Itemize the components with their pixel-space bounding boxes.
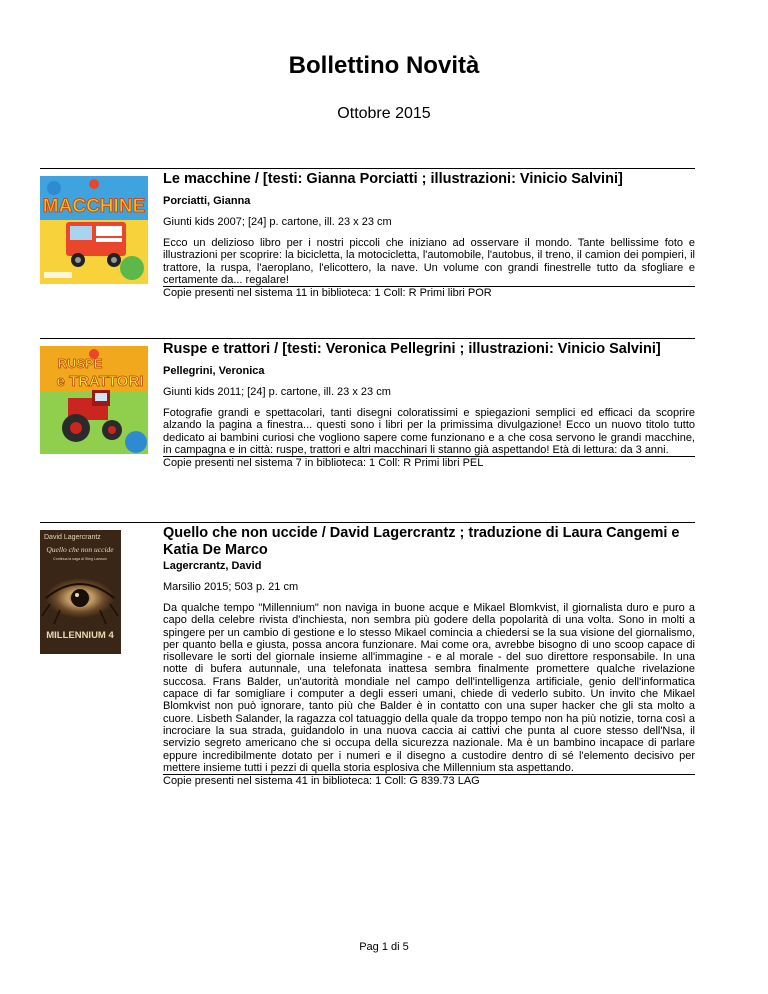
cover-tagline-text: Continua la saga di Stieg Larsson bbox=[53, 557, 107, 561]
book-author: Porciatti, Gianna bbox=[163, 195, 251, 207]
page-number: Pag 1 di 5 bbox=[359, 941, 409, 953]
entry-divider bbox=[40, 168, 695, 169]
page-subtitle: Ottobre 2015 bbox=[337, 105, 431, 122]
book-cover-image bbox=[40, 176, 148, 284]
book-description: Ecco un delizioso libro per i nostri piccoli che iniziano ad osservare il mondo. Tante bellissime foto e illustrazioni per scoprire: la bicicletta, la motocicletta, l'automobile, l'autobus, il treno, il camion dei pompieri, il trattore, la ruspa, l'aeroplano, l'elicottero, la nave. Un volume con grandi finestrelle tutto da sfogliare e certamente da... regalare! bbox=[163, 237, 695, 286]
entry-divider bbox=[40, 338, 695, 339]
book-title: Quello che non uccide / David Lagercrantz ; traduzione di Laura Cangemi e Katia De Marco bbox=[163, 525, 680, 558]
book-title: Le macchine / [testi: Gianna Porciatti ; illustrazioni: Vinicio Salvini] bbox=[163, 171, 623, 187]
book-publication: Marsilio 2015; 503 p. 21 cm bbox=[163, 581, 299, 593]
cover-title-text: Quello che non uccide bbox=[46, 545, 114, 554]
page-title: Bollettino Novità bbox=[288, 52, 480, 79]
book-entry-2 bbox=[40, 338, 695, 488]
cover-title-text: MACCHINE bbox=[42, 196, 146, 217]
book-title: Ruspe e trattori / [testi: Veronica Pellegrini ; illustrazioni: Vinicio Salvini] bbox=[163, 341, 661, 357]
book-entry-3 bbox=[40, 522, 695, 822]
svg-text:e TRATTORI: e TRATTORI bbox=[56, 373, 144, 390]
book-cover-image bbox=[40, 346, 148, 454]
book-publication: Giunti kids 2011; [24] p. cartone, ill. 23 x 23 cm bbox=[163, 386, 391, 398]
book-entry-1 bbox=[40, 168, 695, 300]
cover-series-text: MILLENNIUM 4 bbox=[46, 630, 114, 641]
book-cover-image bbox=[40, 530, 121, 654]
book-author: Pellegrini, Veronica bbox=[163, 365, 265, 377]
book-description: Da qualche tempo "Millennium" non naviga in buone acque e Mikael Blomkvist, il giornalista duro e puro a capo della celebre rivista d'inchiesta, non sembra più godere della popolarità di una volta. Sono in molti a spingere per un cambio di gestione e lo stesso Mikael comincia a chiedersi se la sua visione del giornalismo, per quanto bella e giusta, possa ancora funzionare. Mai come ora, avrebbe bisogno di uno scoop capace di risollevare le sorti del giornale insieme all'immagine - e al morale - del suo direttore responsabile. In una notte di bufera autunnale, una telefonata inattesa sembra finalmente promettere qualche rivelazione succosa. Frans Balder, un'autorità mondiale nel campo dell'intelligenza artificiale, genio dell'informatica capace di far somigliare i computer a degli esseri umani, chiede di vederlo subito. Un invito che Mikael Blomkvist non può ignorare, tanto più che Balder è in contatto con una super hacker che gli sta molto a cuore. Lisbeth Salander, la ragazza col tatuaggio della quale da troppo tempo non ha più notizie, torna così a incrociare la sua strada, guidandolo in una nuova caccia ai cattivi che punta al cuore stesso dell'Nsa, il servizio segreto americano che si occupa della sicurezza nazionale. Ma è un bambino incapace di parlare eppure incredibilmente dotato per i numeri e il disegno a custodire dentro di sé l'elemento decisivo per mettere insieme tutti i pezzi di quella storia esplosiva che Millennium sta aspettando. bbox=[163, 602, 695, 774]
book-author: Lagercrantz, David bbox=[163, 560, 262, 572]
entry-divider bbox=[40, 522, 695, 523]
book-description: Fotografie grandi e spettacolari, tanti disegni coloratissimi e spiegazioni semplici ed efficaci da scoprire alzando la pagina a finestra... questi sono i libri per la primissima divulgazione! Ecco un nuovo titolo tutto dedicato ai bambini curiosi che vogliono sapere come funzionano e a che cosa servono le grandi macchine, in campagna e in città: ruspe, trattori e altri macchinari li stanno già aspettando! Età di lettura: da 3 anni. bbox=[163, 407, 695, 456]
book-copies: Copie presenti nel sistema 11 in biblioteca: 1 Coll: R Primi libri POR bbox=[163, 286, 695, 300]
book-copies: Copie presenti nel sistema 7 in biblioteca: 1 Coll: R Primi libri PEL bbox=[163, 456, 695, 470]
book-copies: Copie presenti nel sistema 41 in biblioteca: 1 Coll: G 839.73 LAG bbox=[163, 774, 695, 788]
book-publication: Giunti kids 2007; [24] p. cartone, ill. 23 x 23 cm bbox=[163, 216, 392, 228]
cover-title-text: RUSPE bbox=[57, 356, 103, 371]
cover-author-text: David Lagercrantz bbox=[44, 534, 101, 541]
